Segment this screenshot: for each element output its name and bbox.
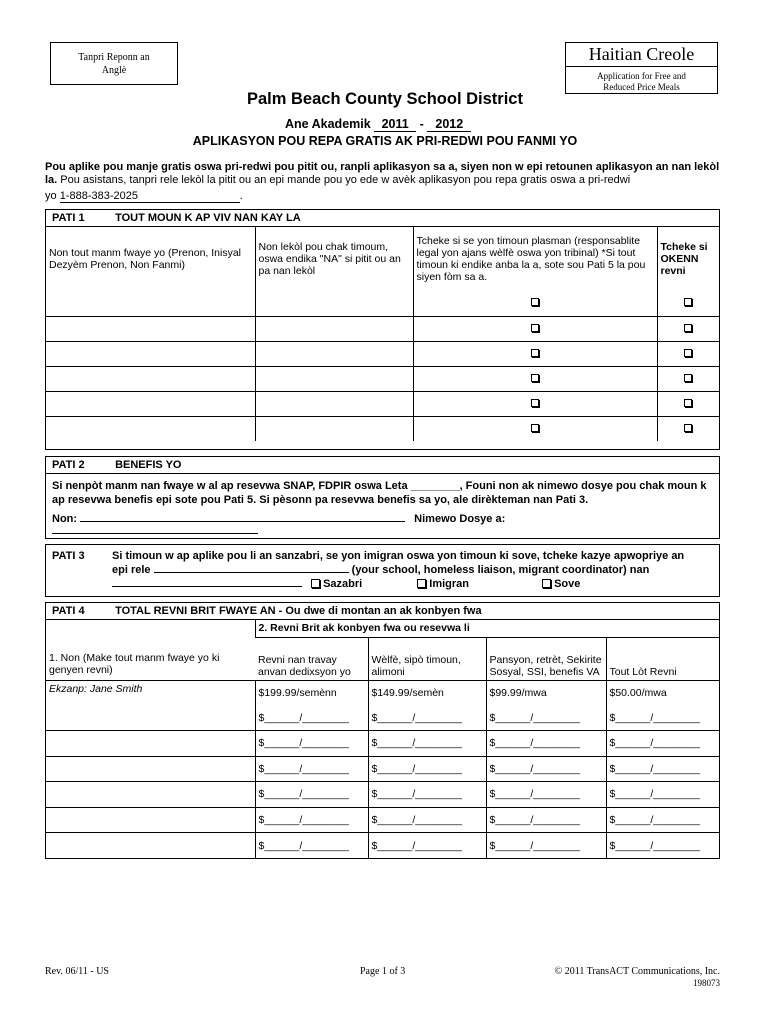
household-member-row	[46, 366, 719, 391]
member-name-field[interactable]	[46, 341, 255, 366]
member-school-field[interactable]	[255, 291, 413, 316]
income-work-field[interactable]: $______/________	[255, 782, 368, 808]
part3-line2-prefix: epi rele	[112, 564, 151, 576]
income-work-field[interactable]: $______/________	[255, 833, 368, 859]
income-name-field[interactable]	[46, 833, 255, 859]
school-year	[285, 117, 505, 132]
income-row	[46, 833, 719, 859]
part3-row2	[46, 563, 719, 577]
foster-cell	[413, 341, 657, 366]
foster-checkbox[interactable]	[531, 424, 539, 432]
income-work-field[interactable]: $______/________	[255, 731, 368, 757]
migrant-checkbox[interactable]	[417, 579, 426, 588]
part4-label: PATI 4	[52, 605, 85, 617]
language-subtitle: Application for Free and Reduced Price Meals	[597, 71, 686, 92]
example-name: Ekzanp: Jane Smith	[49, 682, 143, 695]
member-school-field[interactable]	[255, 366, 413, 391]
no-income-checkbox[interactable]	[684, 324, 692, 332]
part2-header	[46, 457, 719, 474]
footer-copyright: © 2011 TransACT Communications, Inc.	[554, 966, 720, 977]
answer-in-english-box	[50, 42, 178, 85]
income-row	[46, 731, 719, 757]
income-pension-field[interactable]: $______/________	[486, 731, 606, 757]
year-separator: -	[419, 117, 424, 131]
intro-phone: 1-888-383-2025	[60, 190, 240, 203]
year-start: 2011	[374, 117, 416, 132]
income-pension-field[interactable]: $______/________	[486, 833, 606, 859]
member-name-field[interactable]	[46, 366, 255, 391]
income-name-field[interactable]	[46, 705, 255, 731]
foster-cell	[413, 416, 657, 441]
intro-line2	[45, 190, 243, 203]
footer-page: Page 1 of 3	[360, 966, 406, 977]
part4-section	[45, 602, 720, 859]
income-other-field[interactable]: $______/________	[606, 782, 719, 808]
part4-col-pension: Pansyon, retrèt, Sekirite Sosyal, SSI, benefis VA	[486, 637, 606, 680]
part2-text: Si nenpòt manm nan fwaye w al ap resevwa SNAP, FDPIR oswa Leta ________, Founi non ak nimewo dosye pou chak moun k ap resevwa benefis epi sote pou Pati 5. Si pèsonn pa resevwa benefis sa yo, ale dirèkteman nan Pati 3.	[52, 480, 707, 506]
income-work-field[interactable]: $______/________	[255, 756, 368, 782]
part1-title: TOUT MOUN K AP VIV NAN KAY LA	[115, 212, 301, 224]
household-member-row	[46, 391, 719, 416]
income-pension-field[interactable]: $______/________	[486, 782, 606, 808]
no-income-cell	[657, 366, 719, 391]
part3-contact-line[interactable]	[154, 572, 349, 573]
income-other-field[interactable]: $______/________	[606, 833, 719, 859]
member-school-field[interactable]	[255, 316, 413, 341]
language-title: Haitian Creole	[566, 43, 717, 67]
year-end: 2012	[427, 117, 471, 132]
foster-cell	[413, 366, 657, 391]
no-income-checkbox[interactable]	[684, 374, 692, 382]
part3-phone-line[interactable]	[112, 586, 302, 587]
part4-rows	[46, 705, 719, 858]
foster-checkbox[interactable]	[531, 324, 539, 332]
no-income-cell	[657, 341, 719, 366]
income-pension-field[interactable]: $______/________	[486, 807, 606, 833]
income-row	[46, 756, 719, 782]
part1-table	[46, 227, 719, 441]
member-school-field[interactable]	[255, 341, 413, 366]
income-other-field[interactable]: $______/________	[606, 705, 719, 731]
income-other-field[interactable]: $______/________	[606, 756, 719, 782]
no-income-checkbox[interactable]	[684, 349, 692, 357]
footer-code: 198073	[693, 978, 720, 988]
part3-text: Si timoun w ap aplike pou li an sanzabri, se yon imigran oswa yon timoun ki sove, tcheke kazye apwopriye an	[112, 550, 685, 562]
income-work-field[interactable]: $______/________	[255, 705, 368, 731]
part1-col-no-income: Tcheke si OKENN revni	[657, 227, 719, 291]
part2-name-line[interactable]	[80, 521, 405, 522]
income-welfare-field[interactable]: $______/________	[368, 833, 486, 859]
member-school-field[interactable]	[255, 416, 413, 441]
income-row	[46, 807, 719, 833]
part2-case-label: Nimewo Dosye a:	[414, 513, 506, 525]
part4-example-row	[46, 680, 719, 705]
part3-line2-suffix: (your school, homeless liaison, migrant coordinator) nan	[351, 564, 650, 576]
runaway-label: Sove	[554, 578, 581, 590]
migrant-label: Imigran	[429, 578, 469, 590]
part3-row1	[46, 545, 719, 563]
example-welfare: $149.99/semèn	[368, 680, 486, 705]
language-box	[565, 42, 718, 94]
income-welfare-field[interactable]: $______/________	[368, 705, 486, 731]
income-row	[46, 782, 719, 808]
foster-checkbox[interactable]	[531, 374, 539, 382]
foster-checkbox[interactable]	[531, 349, 539, 357]
intro-line2-suffix: .	[239, 190, 243, 202]
foster-cell	[413, 316, 657, 341]
income-work-field[interactable]: $______/________	[255, 807, 368, 833]
household-member-row	[46, 341, 719, 366]
income-name-field[interactable]	[46, 756, 255, 782]
foster-cell	[413, 391, 657, 416]
part1-col-foster: Tcheke si se yon timoun plasman (responsablite legal yon ajans wèlfè oswa yon tribinal) *Si tout timoun ki endike anba la a, sote sou Pati 5 la pou siyen fòm sa a.	[413, 227, 657, 291]
income-name-field[interactable]	[46, 807, 255, 833]
household-member-row	[46, 316, 719, 341]
part1-col-school: Non lekòl pou chak timoum, oswa endika "NA" si pitit ou an pa nan lekòl	[255, 227, 413, 291]
part4-col-income: 2. Revni Brit ak konbyen fwa ou resevwa li	[255, 620, 719, 637]
no-income-cell	[657, 316, 719, 341]
part1-section	[45, 209, 720, 450]
income-row	[46, 705, 719, 731]
part4-title: TOTAL REVNI BRIT FWAYE AN - Ou dwe di montan an ak konbyen fwa	[115, 605, 482, 617]
part4-header	[46, 603, 719, 620]
part2-title: BENEFIS YO	[115, 459, 182, 471]
no-income-checkbox[interactable]	[684, 298, 692, 306]
income-welfare-field[interactable]: $______/________	[368, 782, 486, 808]
no-income-checkbox[interactable]	[684, 424, 692, 432]
income-welfare-field[interactable]: $______/________	[368, 807, 486, 833]
foster-checkbox[interactable]	[531, 399, 539, 407]
income-pension-field[interactable]: $______/________	[486, 705, 606, 731]
member-name-field[interactable]	[46, 416, 255, 441]
homeless-checkbox[interactable]	[311, 579, 320, 588]
part4-col-other: Tout Lòt Revni	[606, 637, 719, 680]
member-school-field[interactable]	[255, 391, 413, 416]
part2-name-row	[46, 507, 719, 537]
district-title: Palm Beach County School District	[247, 90, 523, 108]
no-income-checkbox[interactable]	[684, 399, 692, 407]
member-name-field[interactable]	[46, 316, 255, 341]
income-welfare-field[interactable]: $______/________	[368, 731, 486, 757]
homeless-label: Sazabri	[323, 578, 363, 590]
income-other-field[interactable]: $______/________	[606, 731, 719, 757]
example-other: $50.00/mwa	[606, 680, 719, 705]
part2-case-line[interactable]	[52, 533, 258, 534]
income-welfare-field[interactable]: $______/________	[368, 756, 486, 782]
income-name-field[interactable]	[46, 731, 255, 757]
no-income-cell	[657, 291, 719, 316]
no-income-cell	[657, 416, 719, 441]
member-name-field[interactable]	[46, 291, 255, 316]
household-member-row	[46, 416, 719, 441]
part4-col-welfare: Wèlfè, sipò timoun, alimoni	[368, 637, 486, 680]
footer-rev: Rev. 06/11 - US	[45, 966, 109, 977]
intro-line2-prefix: yo	[45, 190, 57, 202]
part2-section	[45, 456, 720, 539]
member-name-field[interactable]	[46, 391, 255, 416]
part2-name-label: Non:	[52, 513, 78, 525]
part1-label: PATI 1	[52, 212, 85, 224]
income-other-field[interactable]: $______/________	[606, 807, 719, 833]
part3-label: PATI 3	[52, 550, 85, 562]
part3-section	[45, 544, 720, 597]
part2-label: PATI 2	[52, 459, 85, 471]
example-pension: $99.99/mwa	[486, 680, 606, 705]
part4-table	[46, 620, 719, 858]
household-member-row	[46, 291, 719, 316]
part4-col-work: Revni nan travay anvan dedixsyon yo	[255, 637, 368, 680]
intro-bold: Pou aplike pou manje gratis oswa pri-redwi pou pitit ou, ranpli aplikasyon sa a, siyen non w epi retounen aplikasyon an nan lekòl la.	[45, 161, 720, 186]
part1-rows	[46, 291, 719, 441]
part1-header	[46, 210, 719, 227]
income-name-field[interactable]	[46, 782, 255, 808]
runaway-checkbox[interactable]	[542, 579, 551, 588]
intro-text	[45, 161, 720, 187]
income-pension-field[interactable]: $______/________	[486, 756, 606, 782]
part4-col-name: 1. Non (Make tout manm fwaye yo ki genyen revni)	[46, 620, 255, 680]
school-year-label: Ane Akademik	[285, 117, 371, 131]
form-title: APLIKASYON POU REPA GRATIS AK PRI-REDWI POU FANMI YO	[192, 134, 578, 148]
no-income-cell	[657, 391, 719, 416]
foster-checkbox[interactable]	[531, 298, 539, 306]
part3-row3	[46, 577, 719, 591]
intro-normal: Pou asistans, tanpri rele lekòl la pitit ou an epi mande pou yo ede w avèk aplikasyon pou repa gratis oswa a pri-redwi	[60, 174, 631, 186]
example-work: $199.99/semènn	[255, 680, 368, 705]
foster-cell	[413, 291, 657, 316]
part1-col-name: Non tout manm fwaye yo (Prenon, Inisyal Dezyèm Prenon, Non Fanmi)	[49, 247, 242, 271]
answer-in-english-text: Tanpri Reponn an Anglè	[78, 52, 150, 76]
